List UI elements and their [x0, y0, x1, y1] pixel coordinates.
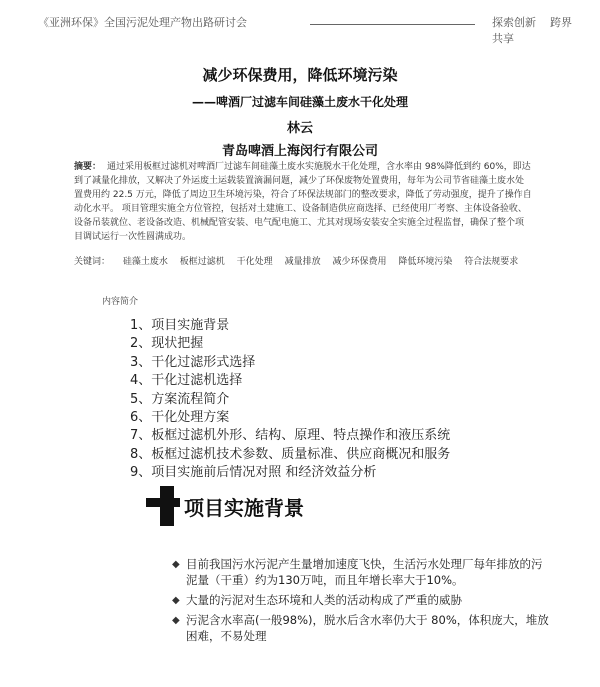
keyword: 板框过滤机	[179, 257, 225, 267]
toc-item: 2、现状把握	[130, 336, 204, 352]
keywords-label: 关键词：	[74, 257, 111, 267]
keyword: 硅藻土废水	[122, 257, 168, 267]
keyword: 干化处理	[236, 257, 273, 267]
bullet-text: 大量的污泥对生态环境和人类的活动构成了严重的威胁	[186, 593, 462, 607]
section-heading	[146, 486, 346, 526]
bullet-icon: ◆	[172, 595, 180, 606]
abstract	[74, 160, 532, 244]
slogan-share: 跨界共享	[492, 16, 572, 45]
toc-item: 7、板框过滤机外形、结构、原理、特点操作和液压系统	[130, 428, 451, 444]
conference-name: 《亚洲环保》全国污泥处理产物出路研讨会	[38, 16, 247, 29]
intro-label: 内容简介	[102, 297, 139, 307]
toc-item: 3、干化过滤形式选择	[130, 354, 256, 370]
section-title: 项目实施背景	[184, 496, 304, 520]
cross-marker-bar	[146, 498, 180, 507]
background-bullets	[172, 556, 552, 648]
bullet-icon: ◆	[172, 615, 180, 626]
toc-item: 5、方案流程简介	[130, 391, 230, 407]
bullet-icon: ◆	[172, 559, 180, 570]
keyword: 符合法规要求	[464, 257, 519, 267]
bullet-text: 目前我国污水污泥产生量增加速度飞快，生活污水处理厂每年排放的污泥量（干重）约为130万吨，而且年增长率大于10%。	[186, 557, 543, 587]
page-title: 减少环保费用，降低环境污染	[202, 66, 398, 84]
table-of-contents	[130, 317, 570, 483]
bullet-item	[172, 556, 552, 588]
bullet-item	[172, 612, 552, 644]
bullet-text: 污泥含水率高(一般98%)，脱水后含水率仍大于 80%，体积庞大，堆放困难，不易处理	[186, 613, 549, 643]
toc-item: 6、干化处理方案	[130, 410, 230, 426]
conference-header	[38, 14, 578, 45]
keywords	[74, 254, 554, 267]
page-subtitle: ——啤酒厂过滤车间硅藻土废水干化处理	[191, 95, 408, 109]
bullet-item	[172, 592, 552, 608]
abstract-text: 通过采用板框过滤机对啤酒厂过滤车间硅藻土废水实施脱水干化处理，含水率由 98%降低到约 60%，即达到了减量化排放，又解决了外运废土运载装置滴漏问题，减少了环保废物处置费用，每年为公司节省硅藻土废水处置费用约 22.5 万元，降低了周边卫生环境污染，符合了环保法规部门的整改要求，降低了劳动强度，提升了操作自动化水平。 项目管理实施全方位管控，包括对土建施工、设备制造供应商选择、已经使用厂考察、主体设备验收、设备吊装就位、老设备改造、机械配管安装、电气配电施工、尤其对现场安装安全实施全过程监督，确保了整个项目调试运行一次性圆满成功。	[74, 162, 532, 242]
toc-item: 9、项目实施前后情况对照 和经济效益分析	[130, 465, 377, 481]
header-rule	[310, 24, 475, 25]
header-slogan	[492, 14, 578, 46]
toc-item: 4、干化过滤机选择	[130, 373, 243, 389]
abstract-label: 摘要：	[74, 162, 102, 172]
toc-item: 8、板框过滤机技术参数、质量标准、供应商概况和服务	[130, 446, 451, 462]
keyword: 减少环保费用	[332, 257, 387, 267]
company-name: 青岛啤酒上海闵行有限公司	[221, 144, 378, 159]
keyword: 降低环境污染	[398, 257, 453, 267]
toc-item: 1、项目实施背景	[130, 318, 230, 333]
author-name: 林云	[286, 121, 313, 136]
keyword: 减量排放	[284, 257, 321, 267]
slogan-explore: 探索创新	[492, 16, 536, 29]
